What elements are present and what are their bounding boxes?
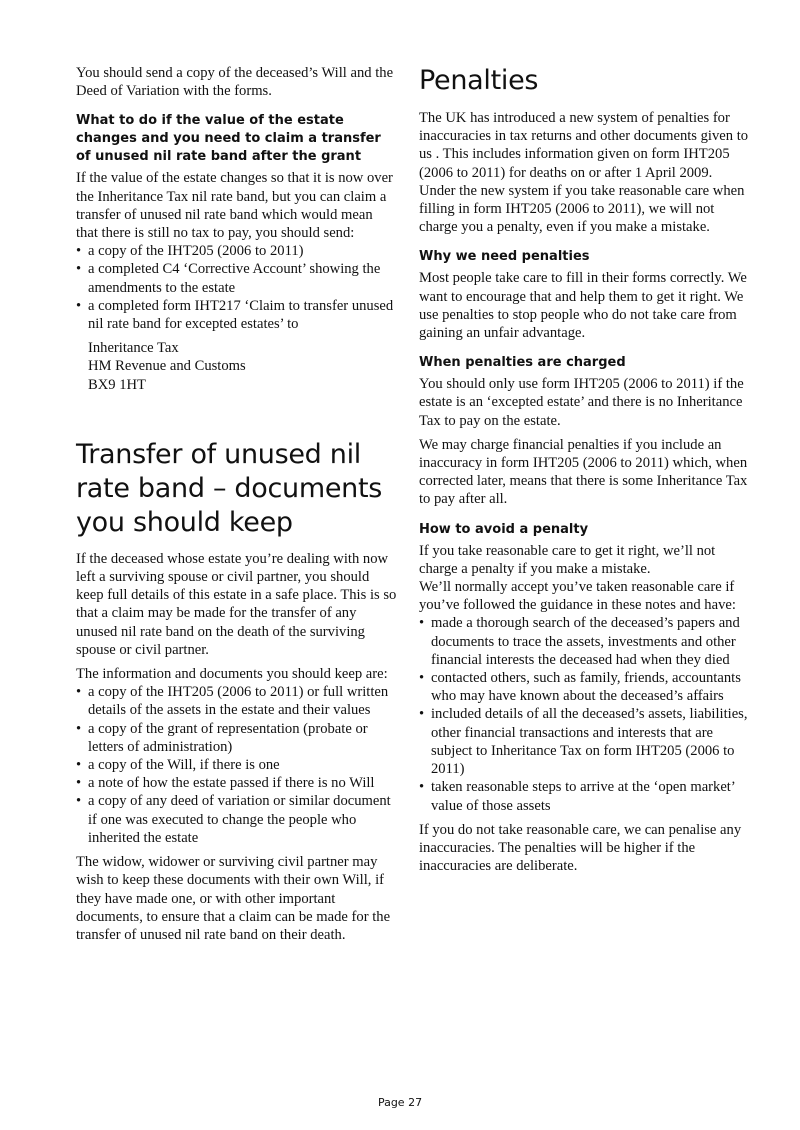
penalties-intro: The UK has introduced a new system of penalties for inaccuracies in tax returns and other documents given to us . This includes information given on form IHT205 (2006 to 2011) for deaths on or after 1 April 2009. Under the new system if you take reasonable care when filling in form IHT205 (2006 to 2011), we will not charge you a penalty, even if you make a mistake.: [419, 110, 749, 236]
why-penalties-subheading: Why we need penalties: [419, 249, 590, 265]
list-item: • made a thorough search of the deceased’s papers and documents to trace the assets, investments and other financial interests the deceased had when they died: [419, 614, 749, 669]
avoid-penalty-subheading: How to avoid a penalty: [419, 521, 589, 537]
address-line: HM Revenue and Customs: [88, 358, 246, 375]
penalise-paragraph: If you do not take reasonable care, we can penalise any inaccuracies. The penalties will be higher if the inaccuracies are deliberate.: [419, 821, 742, 875]
reasonable-care-list: [419, 614, 749, 814]
transfer-paragraph: If the deceased whose estate you’re dealing with now left a surviving spouse or civil partner, you should keep full details of this estate in a safe place. This is so that a claim may be made for the transfer of any unused nil rate band on the death of the surviving spouse or civil partner.: [76, 550, 397, 658]
widow-paragraph: The widow, widower or surviving civil partner may wish to keep these documents with their own Will, if they have made one, or with other important documents, to ensure that a claim can be made for the transfer of unused nil rate band on their death.: [76, 854, 391, 943]
page-number: Page 27: [377, 1096, 423, 1109]
transfer-heading: Transfer of unused nil rate band – documents you should keep: [76, 438, 383, 538]
list-item: • a copy of the grant of representation (probate or letters of administration): [76, 720, 398, 756]
documents-intro: The information and documents you should keep are:: [76, 666, 388, 683]
penalties-heading: Penalties: [419, 65, 539, 96]
address-line: BX9 1HT: [88, 376, 146, 393]
intro-paragraph: You should send a copy of the deceased’s Will and the Deed of Variation with the forms.: [76, 65, 394, 100]
send-list: [76, 242, 398, 333]
list-item: • a copy of the Will, if there is one: [76, 756, 398, 774]
list-item: • a copy of the IHT205 (2006 to 2011) or full written details of the assets in the estate and their values: [76, 683, 398, 719]
documents-list: [76, 683, 398, 847]
list-item: • a note of how the estate passed if there is no Will: [76, 774, 398, 792]
postal-address: [88, 339, 398, 394]
list-item: • included details of all the deceased’s assets, liabilities, other financial transactions and interests that are subject to Inheritance Tax on form IHT205 (2006 to 2011): [419, 705, 749, 778]
right-column: [419, 64, 749, 881]
list-item: • a completed form IHT217 ‘Claim to transfer unused nil rate band for excepted estates’ to: [76, 297, 398, 333]
list-item: • a copy of the IHT205 (2006 to 2011): [76, 242, 398, 260]
list-item: • a completed C4 ‘Corrective Account’ showing the amendments to the estate: [76, 260, 398, 296]
why-penalties-paragraph: Most people take care to fill in their forms correctly. We want to encourage that and help them to get it right. We use penalties to stop people who do not take care from gaining an unfair advantage.: [419, 270, 747, 342]
when-charged-paragraph: You should only use form IHT205 (2006 to 2011) if the estate is an ‘excepted estate’ and there is no Inheritance Tax to pay on the estate.: [419, 376, 744, 429]
list-item: • contacted others, such as family, friends, accountants who may have known about the deceased’s affairs: [419, 669, 749, 705]
list-item: • taken reasonable steps to arrive at the ‘open market’ value of those assets: [419, 778, 749, 814]
reasonable-care-paragraph: If you take reasonable care to get it right, we’ll not charge a penalty if you make a mistake.: [419, 542, 716, 577]
guidance-paragraph: We’ll normally accept you’ve taken reasonable care if you’ve followed the guidance in these notes and have:: [419, 579, 736, 614]
estate-changes-paragraph: If the value of the estate changes so that it is now over the Inheritance Tax nil rate band, but you can claim a transfer of unused nil rate band which would mean that there is still no tax to pay, you should send:: [76, 170, 393, 242]
left-column: [76, 64, 398, 950]
list-item: • a copy of any deed of variation or similar document if one was executed to change the people who inherited the estate: [76, 792, 398, 847]
financial-penalties-paragraph: We may charge financial penalties if you include an inaccuracy in form IHT205 (2006 to 2011) which, when corrected later, means that there is some Inheritance Tax to pay after all.: [419, 436, 748, 508]
estate-changes-subheading: What to do if the value of the estate changes and you need to claim a transfer of unused nil rate band after the grant: [76, 113, 381, 165]
address-line: Inheritance Tax: [88, 340, 179, 357]
when-charged-subheading: When penalties are charged: [419, 355, 626, 371]
